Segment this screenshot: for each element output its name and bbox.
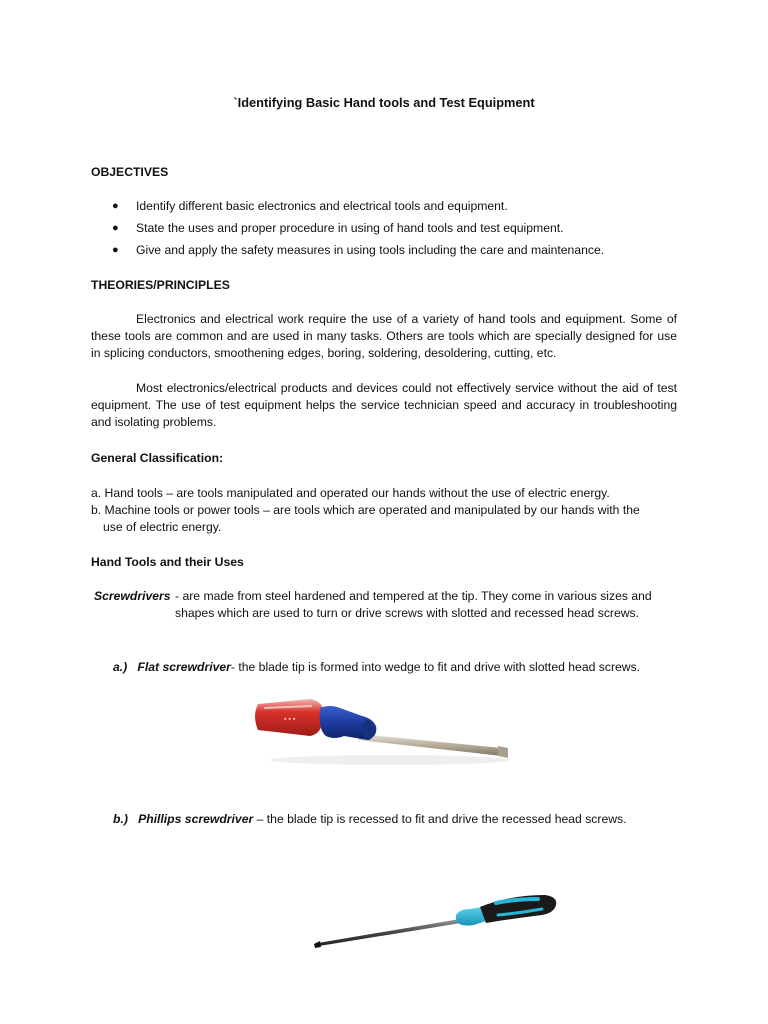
objectives-list bbox=[91, 198, 691, 264]
flat-screwdriver-image bbox=[240, 690, 515, 770]
phillips-screwdriver-item bbox=[113, 811, 627, 828]
list-item: ● Identify different basic electronics and electrical tools and equipment. bbox=[91, 198, 691, 220]
screwdrivers-term-text: Screwdrivers bbox=[94, 589, 171, 603]
list-item: ● Give and apply the safety measures in using tools including the care and maintenance. bbox=[91, 242, 691, 264]
phillips-term: Phillips screwdriver bbox=[138, 812, 254, 826]
theories-paragraph-1-text: Electronics and electrical work require the use of a variety of hand tools and equipment. Some of these tools are common and are used in many tasks. Others are tools which are specially designed for use in splicing conductors, smoothening edges, boring, soldering, desoldering, cutting, etc. bbox=[91, 312, 677, 360]
classification-item-b-continued: use of electric energy. bbox=[103, 520, 222, 534]
objectives-heading: OBJECTIVES bbox=[91, 165, 169, 179]
flat-description: - the blade tip is formed into wedge to fit and drive with slotted head screws. bbox=[230, 660, 641, 674]
theories-paragraph-1 bbox=[91, 311, 677, 362]
classification-heading: General Classification: bbox=[91, 451, 224, 465]
classification-item-b: b. Machine tools or power tools – are tools which are operated and manipulated by our hands with the bbox=[91, 503, 640, 517]
classification-item-a: a. Hand tools – are tools manipulated and operated our hands without the use of electric energy. bbox=[91, 486, 610, 500]
document-title: `Identifying Basic Hand tools and Test Equipment bbox=[233, 95, 535, 110]
phillips-screwdriver-image bbox=[310, 885, 565, 955]
svg-text:▪ ▪ ▪: ▪ ▪ ▪ bbox=[284, 716, 296, 723]
classification-list bbox=[91, 485, 691, 536]
phillips-marker: b.) bbox=[113, 812, 128, 826]
flat-marker: a.) bbox=[113, 660, 128, 674]
screwdrivers-description bbox=[162, 588, 652, 622]
phillips-description: – the blade tip is recessed to fit and drive the recessed head screws. bbox=[253, 812, 627, 826]
theories-paragraph-2-text: Most electronics/electrical products and devices could not effectively service without the aid of test equipment. The use of test equipment helps the service technician speed and accuracy in troubleshooting and isolating problems. bbox=[91, 381, 677, 429]
flat-screwdriver-item bbox=[113, 659, 640, 676]
hand-tools-heading: Hand Tools and their Uses bbox=[91, 555, 244, 569]
theories-heading: THEORIES/PRINCIPLES bbox=[91, 278, 230, 292]
flat-term: Flat screwdriver bbox=[137, 660, 231, 674]
screwdrivers-description-text: - are made from steel hardened and tempered at the tip. They come in various sizes and shapes which are used to turn or drive screws with slotted and recessed head screws. bbox=[175, 589, 652, 620]
list-item: ● State the uses and proper procedure in using of hand tools and test equipment. bbox=[91, 220, 691, 242]
screwdrivers-term bbox=[94, 588, 171, 605]
theories-paragraph-2 bbox=[91, 380, 677, 431]
